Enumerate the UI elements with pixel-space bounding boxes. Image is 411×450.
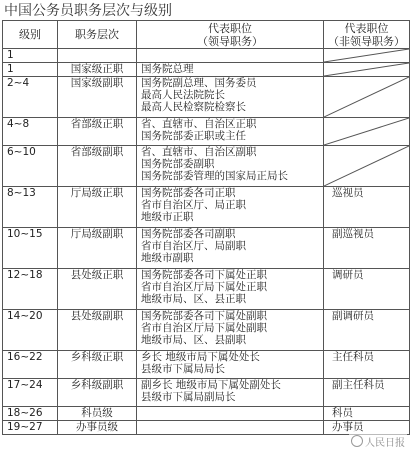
leading-position-line: 最高人民法院院长 bbox=[141, 89, 225, 101]
leading-position-line: 地级市局、区、县副职 bbox=[141, 334, 246, 346]
cell-tier: 乡科级副职 bbox=[58, 379, 137, 407]
cell-leading-position bbox=[137, 228, 324, 269]
table-row bbox=[3, 187, 410, 228]
leading-position-line: 国务院部委各司副职 bbox=[141, 228, 236, 240]
non-leading-position-line: 调研员 bbox=[332, 269, 364, 281]
cell-tier bbox=[58, 49, 137, 63]
cell-non-leading-position bbox=[324, 118, 410, 146]
cell-leading-position bbox=[137, 118, 324, 146]
header-leading-line: 代表职位 bbox=[208, 21, 252, 35]
cell-level: 14~20 bbox=[3, 310, 58, 351]
cell-non-leading-position bbox=[324, 379, 410, 407]
cell-non-leading-position bbox=[324, 49, 410, 63]
cell-leading-position bbox=[137, 379, 324, 407]
leading-position-line: 省市自治区厅局下属处副职 bbox=[141, 322, 267, 334]
cell-tier: 省部级副职 bbox=[58, 146, 137, 187]
non-leading-position-line: 巡视员 bbox=[332, 187, 364, 199]
cell-non-leading-position bbox=[324, 351, 410, 379]
cell-level: 1 bbox=[3, 49, 58, 63]
cell-leading-position bbox=[137, 187, 324, 228]
cell-level: 8~13 bbox=[3, 187, 58, 228]
cell-non-leading-position bbox=[324, 63, 410, 77]
non-leading-position-line: 办事员 bbox=[332, 421, 364, 433]
cell-non-leading-position bbox=[324, 187, 410, 228]
cell-tier: 国家级副职 bbox=[58, 77, 137, 118]
cell-level: 16~22 bbox=[3, 351, 58, 379]
table-row bbox=[3, 118, 410, 146]
leading-position-line: 国务院部委各司正职 bbox=[141, 187, 236, 199]
cell-level: 6~10 bbox=[3, 146, 58, 187]
cell-leading-position bbox=[137, 351, 324, 379]
cell-non-leading-position bbox=[324, 421, 410, 435]
cell-tier: 县处级正职 bbox=[58, 269, 137, 310]
table-row bbox=[3, 310, 410, 351]
leading-position-line: 国务院部委副职 bbox=[141, 158, 215, 170]
header-level: 级别 bbox=[3, 21, 58, 49]
leading-position-line: 国务院总理 bbox=[141, 63, 194, 75]
leading-position-line: 县级市下属局副局长 bbox=[141, 391, 236, 403]
leading-position-line: 最高人民检察院检察长 bbox=[141, 101, 246, 113]
leading-position-line: 国务院部委正职或主任 bbox=[141, 130, 246, 142]
cell-level: 1 bbox=[3, 63, 58, 77]
leading-position-line: 地级市局、区、县正职 bbox=[141, 293, 246, 305]
cell-non-leading-position bbox=[324, 407, 410, 421]
cell-leading-position bbox=[137, 146, 324, 187]
cell-tier: 厅局级正职 bbox=[58, 187, 137, 228]
table-row bbox=[3, 146, 410, 187]
page-title: 中国公务员职务层次与级别 bbox=[4, 3, 172, 19]
cell-level: 10~15 bbox=[3, 228, 58, 269]
header-leading-line: （领导职务） bbox=[197, 34, 263, 48]
table-row bbox=[3, 269, 410, 310]
table-row bbox=[3, 228, 410, 269]
table-row bbox=[3, 421, 410, 435]
cell-level: 4~8 bbox=[3, 118, 58, 146]
diagonal-slash bbox=[324, 77, 409, 117]
cell-level: 19~27 bbox=[3, 421, 58, 435]
cell-tier: 省部级正职 bbox=[58, 118, 137, 146]
table-row bbox=[3, 407, 410, 421]
cell-tier: 办事员级 bbox=[58, 421, 137, 435]
leading-position-line: 县级市下属局局长 bbox=[141, 363, 225, 375]
newspaper-logo-icon bbox=[351, 435, 363, 447]
diagonal-slash bbox=[324, 49, 409, 62]
leading-position-line: 省、直辖市、自治区副职 bbox=[141, 146, 257, 158]
diagonal-slash bbox=[324, 63, 409, 76]
cell-leading-position bbox=[137, 421, 324, 435]
header-leading bbox=[137, 21, 324, 49]
header-tier: 职务层次 bbox=[58, 21, 137, 49]
cell-leading-position bbox=[137, 49, 324, 63]
cell-non-leading-position bbox=[324, 77, 410, 118]
header-non-leading bbox=[324, 21, 410, 49]
header-row bbox=[3, 21, 410, 49]
rank-table bbox=[2, 20, 410, 435]
cell-tier: 县处级副职 bbox=[58, 310, 137, 351]
leading-position-line: 省、直辖市、自治区正职 bbox=[141, 118, 257, 130]
non-leading-position-line: 副主任科员 bbox=[332, 379, 385, 391]
non-leading-position-line: 副调研员 bbox=[332, 310, 374, 322]
cell-level: 2~4 bbox=[3, 77, 58, 118]
leading-position-line: 省市自治区厅、局副职 bbox=[141, 240, 246, 252]
non-leading-position-line: 副巡视员 bbox=[332, 228, 374, 240]
leading-position-line: 国务院部委各司下属处正职 bbox=[141, 269, 267, 281]
cell-leading-position bbox=[137, 269, 324, 310]
leading-position-line: 副乡长 地级市局下属处副处长 bbox=[141, 379, 281, 391]
header-non-leading-line: 代表职位 bbox=[344, 21, 389, 35]
cell-tier: 国家级正职 bbox=[58, 63, 137, 77]
cell-level: 12~18 bbox=[3, 269, 58, 310]
leading-position-line: 乡长 地级市局下属处处长 bbox=[141, 351, 260, 363]
table-row bbox=[3, 351, 410, 379]
table-row bbox=[3, 379, 410, 407]
non-leading-position-line: 科员 bbox=[332, 407, 353, 419]
cell-non-leading-position bbox=[324, 146, 410, 187]
leading-position-line: 省市自治区厅局下属处正职 bbox=[141, 281, 267, 293]
cell-leading-position bbox=[137, 63, 324, 77]
cell-non-leading-position bbox=[324, 310, 410, 351]
cell-level: 18~26 bbox=[3, 407, 58, 421]
cell-level: 17~24 bbox=[3, 379, 58, 407]
leading-position-line: 国务院副总理、国务委员 bbox=[141, 77, 257, 89]
watermark-text: 人民日报 bbox=[365, 438, 405, 449]
cell-non-leading-position bbox=[324, 228, 410, 269]
header-non-leading-line: （非领导职务） bbox=[328, 34, 405, 48]
table-row bbox=[3, 77, 410, 118]
diagonal-slash bbox=[324, 118, 409, 145]
table-row bbox=[3, 63, 410, 77]
cell-leading-position bbox=[137, 310, 324, 351]
leading-position-line: 国务院部委各司下属处副职 bbox=[141, 310, 267, 322]
cell-non-leading-position bbox=[324, 269, 410, 310]
leading-position-line: 地级市副职 bbox=[141, 252, 194, 264]
cell-tier: 厅局级副职 bbox=[58, 228, 137, 269]
leading-position-line: 省市自治区厅、局正职 bbox=[141, 199, 246, 211]
leading-position-line: 地级市正职 bbox=[141, 211, 194, 223]
diagonal-slash bbox=[324, 146, 409, 186]
leading-position-line: 国务院部委管理的国家局正局长 bbox=[141, 170, 288, 182]
cell-tier: 乡科级正职 bbox=[58, 351, 137, 379]
table-row bbox=[3, 49, 410, 63]
watermark bbox=[349, 434, 407, 449]
cell-leading-position bbox=[137, 407, 324, 421]
non-leading-position-line: 主任科员 bbox=[332, 351, 374, 363]
cell-tier: 科员级 bbox=[58, 407, 137, 421]
cell-leading-position bbox=[137, 77, 324, 118]
